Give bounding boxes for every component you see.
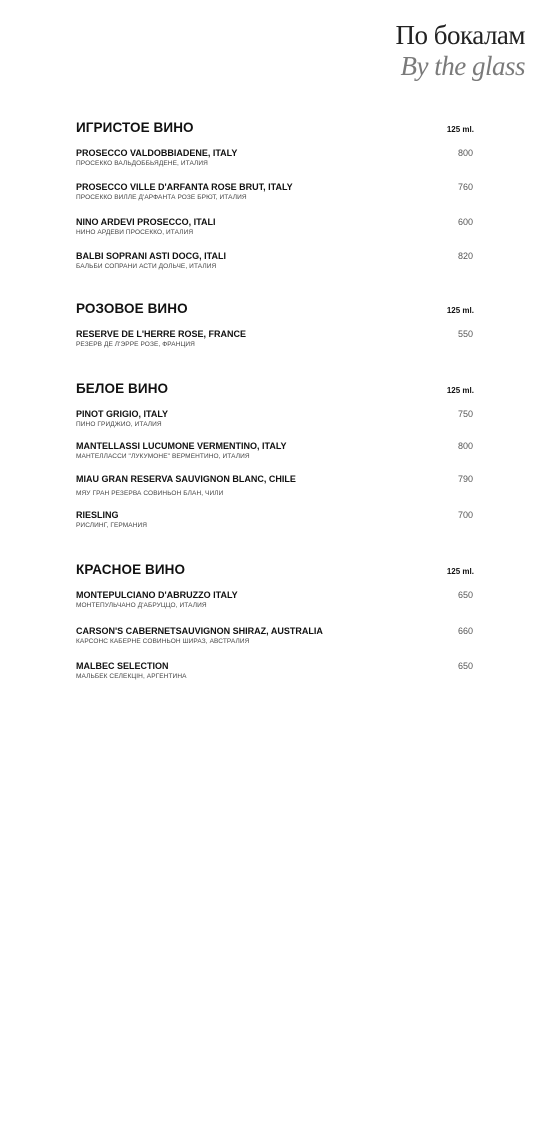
section-header xyxy=(76,381,474,401)
item-name: NINO ARDEVI PROSECCO, ITALI xyxy=(76,217,216,227)
item-subtitle: НИНО АРДЕВИ ПРОСЕККО, ИТАЛИЯ xyxy=(76,229,194,236)
item-subtitle: БАЛЬБИ СОПРАНИ АСТИ ДОЛЬЧЕ, ИТАЛИЯ xyxy=(76,263,217,270)
section-header xyxy=(76,562,474,582)
item-price: 700 xyxy=(457,510,473,520)
item-price: 800 xyxy=(457,148,473,158)
section-sparkling xyxy=(76,120,474,270)
item-subtitle: ПРОСЕККО ВИЛЛЕ Д'АРФАНТА РОЗЕ БРЮТ, ИТАЛИЯ xyxy=(76,194,247,201)
section-title: БЕЛОЕ ВИНО xyxy=(76,381,169,396)
item-price: 650 xyxy=(457,661,473,671)
item-name: MALBEC SELECTION xyxy=(76,661,169,671)
section-volume: 125 ml. xyxy=(446,306,474,315)
item-price: 750 xyxy=(457,409,473,419)
item-subtitle: РИСЛИНГ, ГЕРМАНИЯ xyxy=(76,522,148,529)
section-white xyxy=(76,381,474,529)
page-title-en: By the glass xyxy=(400,51,525,81)
section-header xyxy=(76,120,474,140)
section-volume: 125 ml. xyxy=(446,386,474,395)
item-subtitle: МАЛЬБЕК СЕЛЕКЦІН, АРГЕНТИНА xyxy=(76,673,187,680)
item-name: PINOT GRIGIO, ITALY xyxy=(76,409,169,419)
item-name: CARSON'S CABERNETSAUVIGNON SHIRAZ, AUSTRALIA xyxy=(76,626,323,636)
item-price: 550 xyxy=(457,329,473,339)
item-subtitle: КАРСОНС КАБЕРНЕ СОВИНЬОН ШИРАЗ, АВСТРАЛИЯ xyxy=(76,638,250,645)
item-subtitle: МАНТЕЛЛАССИ "ЛУКУМОНЕ" ВЕРМЕНТИНО, ИТАЛИЯ xyxy=(76,453,250,460)
item-subtitle: ПИНО ГРИДЖИО, ИТАЛИЯ xyxy=(76,421,162,428)
section-red xyxy=(76,562,474,680)
section-title: ИГРИСТОЕ ВИНО xyxy=(76,120,194,135)
item-name: RESERVE DE L'HERRE ROSE, FRANCE xyxy=(76,329,247,339)
item-name: PROSECCO VALDOBBIADENE, ITALY xyxy=(76,148,238,158)
section-volume: 125 ml. xyxy=(446,125,474,134)
item-name: MIAU GRAN RESERVA SAUVIGNON BLANC, CHILE xyxy=(76,474,296,484)
section-rose xyxy=(76,301,474,348)
item-name: BALBI SOPRANI ASTI DOCG, ITALI xyxy=(76,251,226,261)
item-price: 820 xyxy=(457,251,473,261)
item-subtitle: ПРОСЕККО ВАЛЬДОББЬЯДЕНЕ, ИТАЛИЯ xyxy=(76,160,208,167)
section-header xyxy=(76,301,474,321)
item-price: 790 xyxy=(457,474,473,484)
item-name: RIESLING xyxy=(76,510,119,520)
item-price: 600 xyxy=(457,217,473,227)
item-subtitle: РЕЗЕРВ ДЕ Л'ЭРРЕ РОЗЕ, ФРАНЦИЯ xyxy=(76,341,195,348)
section-title: РОЗОВОЕ ВИНО xyxy=(76,301,188,316)
item-price: 650 xyxy=(457,590,473,600)
item-price: 660 xyxy=(457,626,473,636)
item-price: 760 xyxy=(457,182,473,192)
item-price: 800 xyxy=(457,441,473,451)
item-subtitle: МОНТЕПУЛЬЧАНО Д'АБРУЦЦО, ИТАЛИЯ xyxy=(76,602,207,609)
item-name: PROSECCO VILLE D'ARFANTA ROSE BRUT, ITALY xyxy=(76,182,293,192)
item-subtitle: МЯУ ГРАН РЕЗЕРВА СОВИНЬОН БЛАН, ЧИЛИ xyxy=(76,490,224,497)
item-name: MANTELLASSI LUCUMONE VERMENTINO, ITALY xyxy=(76,441,287,451)
page-title-ru: По бокалам xyxy=(395,20,525,50)
item-name: MONTEPULCIANO D'ABRUZZO ITALY xyxy=(76,590,238,600)
section-volume: 125 ml. xyxy=(446,567,474,576)
section-title: КРАСНОЕ ВИНО xyxy=(76,562,186,577)
